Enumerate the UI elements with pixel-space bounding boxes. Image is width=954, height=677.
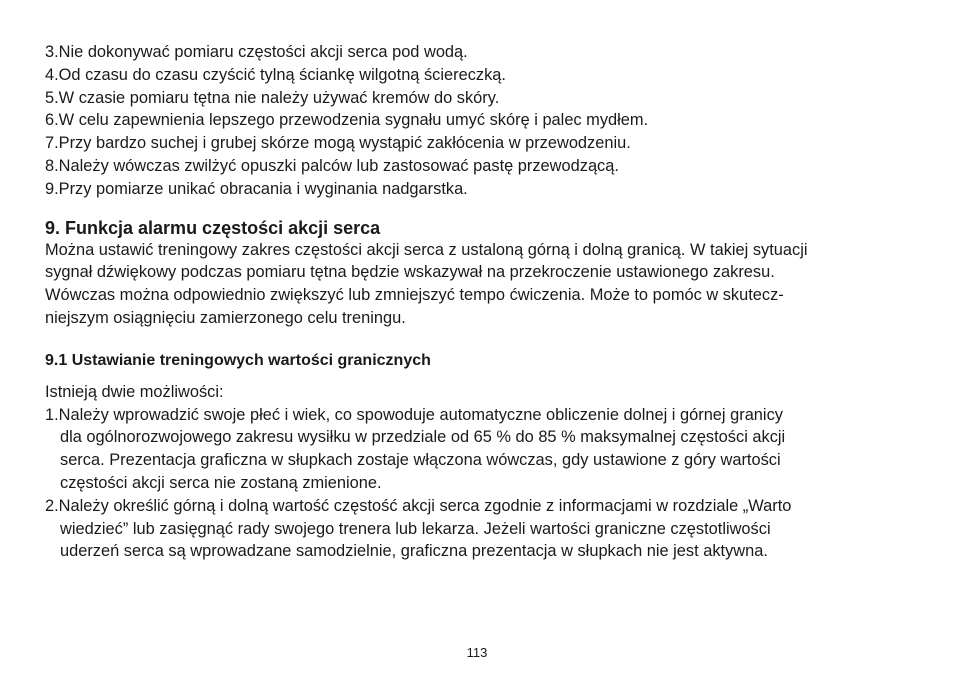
item-line: 2.Należy określić górną i dolną wartość częstość akcji serca zgodnie z informacjami w rozdziale „Warto [45, 496, 792, 515]
page-content [45, 41, 915, 563]
item-line: uderzeń serca są wprowadzane samodzielnie, graficzna prezentacja w słupkach nie jest aktywna. [60, 542, 768, 561]
list-item: 3.Nie dokonywać pomiaru częstości akcji serca pod wodą. [45, 43, 468, 61]
list-item: 4.Od czasu do czasu czyścić tylną ściankę wilgotną ściereczką. [45, 65, 506, 84]
intro-text: Istnieją dwie możliwości: [45, 382, 224, 401]
list-item: 9.Przy pomiarze unikać obracania i wyginania nadgarstka. [45, 179, 468, 198]
numbered-item-1 [45, 404, 915, 495]
paragraph-line: niejszym osiągnięciu zamierzonego celu treningu. [45, 308, 406, 327]
section-heading: 9. Funkcja alarmu częstości akcji serca [45, 217, 381, 238]
item-line: 1.Należy wprowadzić swoje płeć i wiek, co spowoduje automatyczne obliczenie dolnej i górnej granicy [45, 405, 783, 424]
list-item: 6.W celu zapewnienia lepszego przewodzenia sygnału umyć skórę i palec mydłem. [45, 111, 649, 130]
section-paragraph [45, 239, 915, 330]
instruction-list [45, 41, 915, 201]
list-item: 8.Należy wówczas zwilżyć opuszki palców lub zastosować pastę przewodzącą. [45, 156, 619, 175]
item-line: dla ogólnorozwojowego zakresu wysiłku w przedziale od 65 % do 85 % maksymalnej częstości akcji [60, 428, 786, 447]
list-item: 7.Przy bardzo suchej i grubej skórze mogą wystąpić zakłócenia w przewodzeniu. [45, 134, 631, 153]
paragraph-line: Wówczas można odpowiednio zwiększyć lub zmniejszyć tempo ćwiczenia. Może to pomóc w skutecz- [45, 286, 784, 305]
item-line: wiedzieć” lub zasięgnąć rady swojego trenera lub lekarza. Jeżeli wartości graniczne częstotliwości [60, 519, 771, 538]
list-item: 5.W czasie pomiaru tętna nie należy używać kremów do skóry. [45, 88, 500, 107]
subsection-heading: 9.1 Ustawianie treningowych wartości granicznych [45, 351, 431, 369]
numbered-item-2 [45, 495, 915, 563]
paragraph-line: sygnał dźwiękowy podczas pomiaru tętna będzie wskazywał na przekroczenie ustawionego zakresu. [45, 263, 775, 282]
item-line: serca. Prezentacja graficzna w słupkach zostaje włączona wówczas, gdy ustawione z góry wartości [60, 451, 781, 470]
paragraph-line: Można ustawić treningowy zakres częstości akcji serca z ustaloną górną i dolną granicą. W takiej sytuacji [45, 240, 808, 259]
page-number: 113 [466, 645, 488, 660]
item-line: częstości akcji serca nie zostaną zmienione. [60, 473, 382, 492]
